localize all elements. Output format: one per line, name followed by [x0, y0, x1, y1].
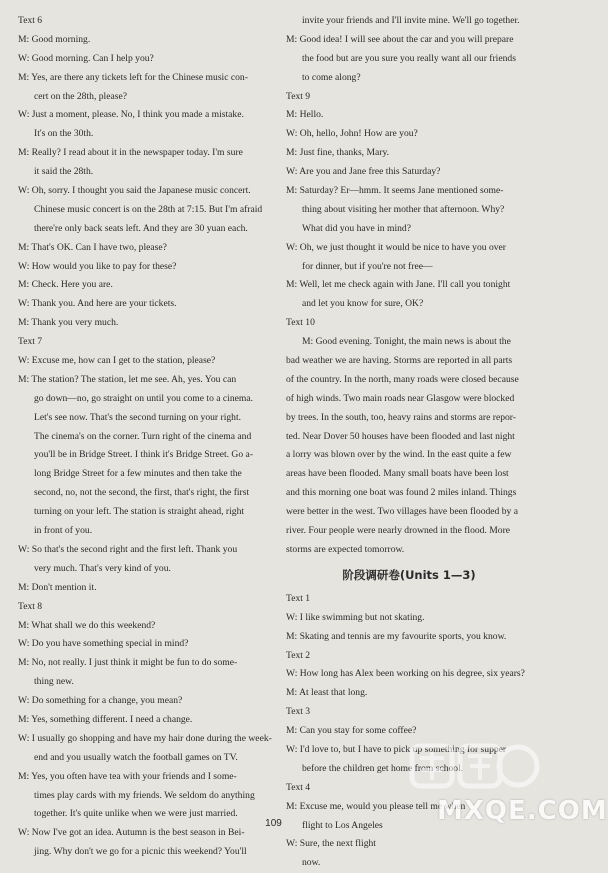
- text-line: M: Good idea! I will see about the car and you will prepare: [286, 33, 514, 45]
- text-line: to come along?: [302, 71, 361, 83]
- left-column: [18, 12, 270, 862]
- text-line: M: Yes, are there any tickets left for the Chinese music con-: [18, 71, 248, 83]
- text-line: there're only back seats left. And they are 30 yuan each.: [34, 222, 248, 234]
- text-line: M: That's OK. Can I have two, please?: [18, 241, 167, 253]
- text-line: W: Sure, the next flight: [286, 838, 376, 850]
- text-line: W: I like swimming but not skating.: [286, 611, 425, 623]
- text-line: What did you have in mind?: [302, 222, 411, 234]
- text-line: M: What shall we do this weekend?: [18, 619, 156, 631]
- text-line: in front of you.: [34, 525, 93, 537]
- unit-title: 阶段调研卷(Units 1—3): [342, 567, 476, 582]
- text-line: invite your friends and I'll invite mine. We'll go together.: [302, 15, 520, 26]
- text-line: W: Now I've got an idea. Autumn is the best season in Bei-: [18, 827, 245, 839]
- text-line: W: Do something for a change, you mean?: [18, 695, 183, 707]
- section-heading: Text 10: [286, 317, 315, 329]
- text-line: W: Just a moment, please. No, I think you made a mistake.: [18, 109, 244, 121]
- text-line: areas have been flooded. Many small boats have been lost: [286, 468, 509, 480]
- page-number: 109: [265, 818, 282, 829]
- text-line: and let you know for sure, OK?: [302, 298, 424, 310]
- text-line: times play cards with my friends. We seldom do anything: [34, 789, 255, 801]
- text-line: the food but are you sure you really want all our friends: [302, 52, 516, 64]
- text-line: before the children get home from school.: [302, 762, 464, 774]
- text-line: storms are expected tomorrow.: [286, 543, 405, 555]
- text-line: now.: [302, 857, 321, 869]
- text-line: W: Are you and Jane free this Saturday?: [286, 166, 441, 178]
- text-line: M: Saturday? Er—hmm. It seems Jane mentioned some-: [286, 185, 504, 197]
- text-line: end and you usually watch the football games on TV.: [34, 751, 238, 763]
- text-line: M: Good morning.: [18, 33, 91, 45]
- text-line: M: Yes, something different. I need a change.: [18, 713, 193, 725]
- text-line: M: No, not really. I just think it might be fun to do some-: [18, 657, 238, 669]
- section-heading: Text 9: [286, 90, 311, 102]
- text-line: cert on the 28th, please?: [34, 90, 127, 102]
- text-line: go down—no, go straight on until you come to a cinema.: [34, 392, 254, 404]
- text-line: Chinese music concert is on the 28th at 7:15. But I'm afraid: [34, 203, 263, 215]
- text-line: M: At least that long.: [286, 687, 368, 699]
- text-line: W: Oh, we just thought it would be nice to have you over: [286, 241, 506, 253]
- text-line: M: Yes, you often have tea with your friends and I some-: [18, 770, 237, 782]
- text-line: Let's see now. That's the second turning on your right.: [34, 411, 242, 423]
- text-line: bad weather we are having. Storms are reported in all parts: [286, 355, 513, 367]
- section-heading: Text 7: [18, 336, 43, 348]
- text-line: M: Excuse me, would you please tell me when: [286, 800, 466, 812]
- text-line: of high winds. Two main roads near Glasgow were blocked: [286, 392, 515, 404]
- text-line: M: The station? The station, let me see. Ah, yes. You can: [18, 373, 237, 385]
- section-heading: Text 2: [286, 649, 311, 661]
- text-line: W: Oh, hello, John! How are you?: [286, 128, 418, 140]
- text-line: M: Just fine, thanks, Mary.: [286, 147, 390, 159]
- text-line: turning on your left. The station is straight ahead, right: [34, 506, 245, 518]
- text-line: by trees. In the south, too, heavy rains and storms are repor-: [286, 411, 516, 423]
- text-line: very much. That's very kind of you.: [34, 562, 171, 574]
- text-line: M: Can you stay for some coffee?: [286, 725, 417, 737]
- section-heading: Text 4: [286, 781, 311, 793]
- text-line: together. It's quite unlike when we were just married.: [34, 808, 238, 820]
- text-line: and this morning one boat was found 2 miles inland. Things: [286, 487, 517, 499]
- text-line: ted. Near Dover 50 houses have been flooded and last night: [286, 430, 515, 442]
- text-line: M: Really? I read about it in the newspaper today. I'm sure: [18, 147, 243, 159]
- text-line: W: I'd love to, but I have to pick up something for supper: [286, 743, 507, 755]
- text-line: second, no, not the second, the first, that's right, the first: [34, 487, 250, 499]
- text-line: you'll be in Bridge Street. I think it's Bridge Street. Go a-: [34, 449, 254, 461]
- text-line: of the country. In the north, many roads were closed because: [286, 373, 519, 385]
- text-line: W: Thank you. And here are your tickets.: [18, 298, 177, 310]
- text-line: a lorry was blown over by the wind. In the east quite a few: [286, 449, 512, 461]
- text-line: M: Check. Here you are.: [18, 279, 113, 291]
- text-line: The cinema's on the corner. Turn right of the cinema and: [34, 430, 252, 442]
- section-heading: Text 6: [18, 15, 43, 26]
- text-line: jing. Why don't we go for a picnic this weekend? You'll: [34, 846, 247, 858]
- text-line: W: Good morning. Can I help you?: [18, 52, 154, 64]
- text-line: thing about visiting her mother that afternoon. Why?: [302, 203, 505, 215]
- text-line: river. Four people were nearly drowned in the flood. More: [286, 525, 511, 537]
- text-line: W: I usually go shopping and have my hair done during the week-: [18, 732, 272, 744]
- section-heading: Text 8: [18, 600, 43, 612]
- text-line: M: Good evening. Tonight, the main news is about the: [302, 336, 511, 348]
- text-line: M: Skating and tennis are my favourite sports, you know.: [286, 630, 507, 642]
- watermark-text: MXQE.COM: [437, 796, 608, 826]
- text-line: flight to Los Angeles: [302, 819, 383, 831]
- text-line: it said the 28th.: [34, 166, 94, 178]
- text-line: W: So that's the second right and the first left. Thank you: [18, 543, 238, 555]
- text-line: M: Thank you very much.: [18, 317, 119, 329]
- text-line: W: How long has Alex been working on his degree, six years?: [286, 668, 525, 680]
- text-line: W: Excuse me, how can I get to the station, please?: [18, 355, 216, 367]
- text-line: long Bridge Street for a few minutes and then take the: [34, 468, 242, 480]
- text-line: for dinner, but if you're not free—: [302, 260, 433, 272]
- text-line: W: How would you like to pay for these?: [18, 260, 177, 272]
- text-line: It's on the 30th.: [34, 128, 94, 140]
- text-line: thing new.: [34, 676, 74, 688]
- text-line: M: Don't mention it.: [18, 581, 97, 593]
- section-heading: Text 3: [286, 706, 311, 718]
- text-line: W: Do you have something special in mind?: [18, 638, 189, 650]
- text-line: M: Hello.: [286, 109, 324, 121]
- text-line: W: Oh, sorry. I thought you said the Japanese music concert.: [18, 185, 251, 197]
- text-line: M: Well, let me check again with Jane. I'll call you tonight: [286, 279, 511, 291]
- text-line: were better in the west. Two villages have been flooded by a: [286, 506, 518, 518]
- section-heading: Text 1: [286, 592, 311, 604]
